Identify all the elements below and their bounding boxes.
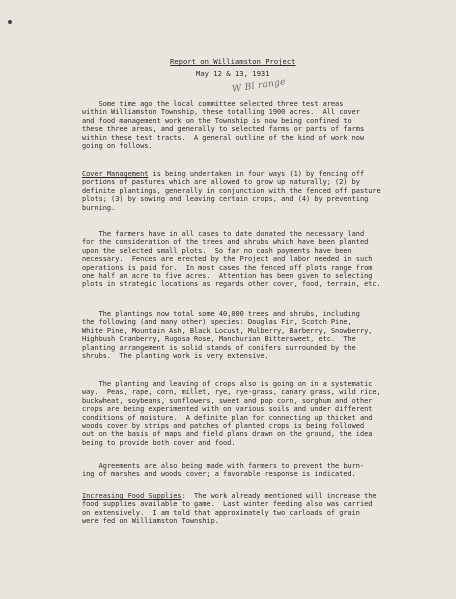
handwritten-note: W Bl range <box>231 77 287 95</box>
cover-management-body: is being undertaken in four ways (1) by fencing off portions of pastures which are allowed to grow up naturally; (2) by definite plantings, generally in conjunction with the fenced off pasture plots; (3) by sowing and leaving certain crops, and (4) by preventing burning. <box>82 170 381 212</box>
food-supplies-heading: Increasing Food Supplies <box>82 492 182 500</box>
paragraph-crops: The planting and leaving of crops also is going on in a systematic way. Peas, rape, corn, millet, rye, rye-grass, canary grass, wild rice, buckwheat, soybeans, sunflowers, sweet and pop corn, sorghum and other crops are being experimented with on various soils and under different conditions of moisture. A definite plan for connecting up thicket and woods cover by strips and patches of planted crops is being followed out on the basis of maps and field plans drawn on the ground, the idea being to provide both cover and food. <box>82 380 381 447</box>
report-title: Report on Williamston Project <box>170 57 296 66</box>
paragraph-food-supplies <box>82 492 434 526</box>
cover-management-heading: Cover Management <box>82 170 149 178</box>
paragraph-land-donation: The farmers have in all cases to date donated the necessary land for the consideration of the trees and shrubs which have been planted upon the selected small plots. So far no cash payments have been necessary. Fences are erected by the Project and labor needed in such operations is paid for. In most cases the fenced off plots range from one half an acre to five acres. Attention has been given to selecting plots in strategic locations as regards other cover, food, terrain, etc. <box>82 230 381 289</box>
food-supplies-body: : The work already mentioned will increase the food supplies available to game. Last winter feeding also was carried on extensively. I am told that approximately two carloads of grain were fed on Williamston Township. <box>82 492 377 526</box>
scan-mark <box>8 20 12 24</box>
paragraph-cover-management <box>82 170 434 212</box>
paragraph-agreements: Agreements are also being made with farmers to prevent the burn- ing of marshes and woods cover; a favorable response is indicated. <box>82 462 365 479</box>
report-date: May 12 & 13, 1931 <box>196 69 270 78</box>
paragraph-plantings: The plantings now total some 40,000 trees and shrubs, including the following (and many other) species: Douglas Fir, Scotch Pine, White Pine, Mountain Ash, Black Locust, Mulberry, Barberry, Snowberry, Highbush Cranberry, Rugosa Rose, Manchurian Bittersweet, etc. The planting arrangement is solid stands of conifers surrounded by the shrubs. The planting work is very extensive. <box>82 310 373 361</box>
paragraph-intro: Some time ago the local committee selected three test areas within Williamston Township, these totalling 1900 acres. All cover and food management work on the Township is now being confined to these three areas, and generally to selected farms or parts of farms within these test tracts. A general outline of the kind of work now going on follows. <box>82 100 365 151</box>
